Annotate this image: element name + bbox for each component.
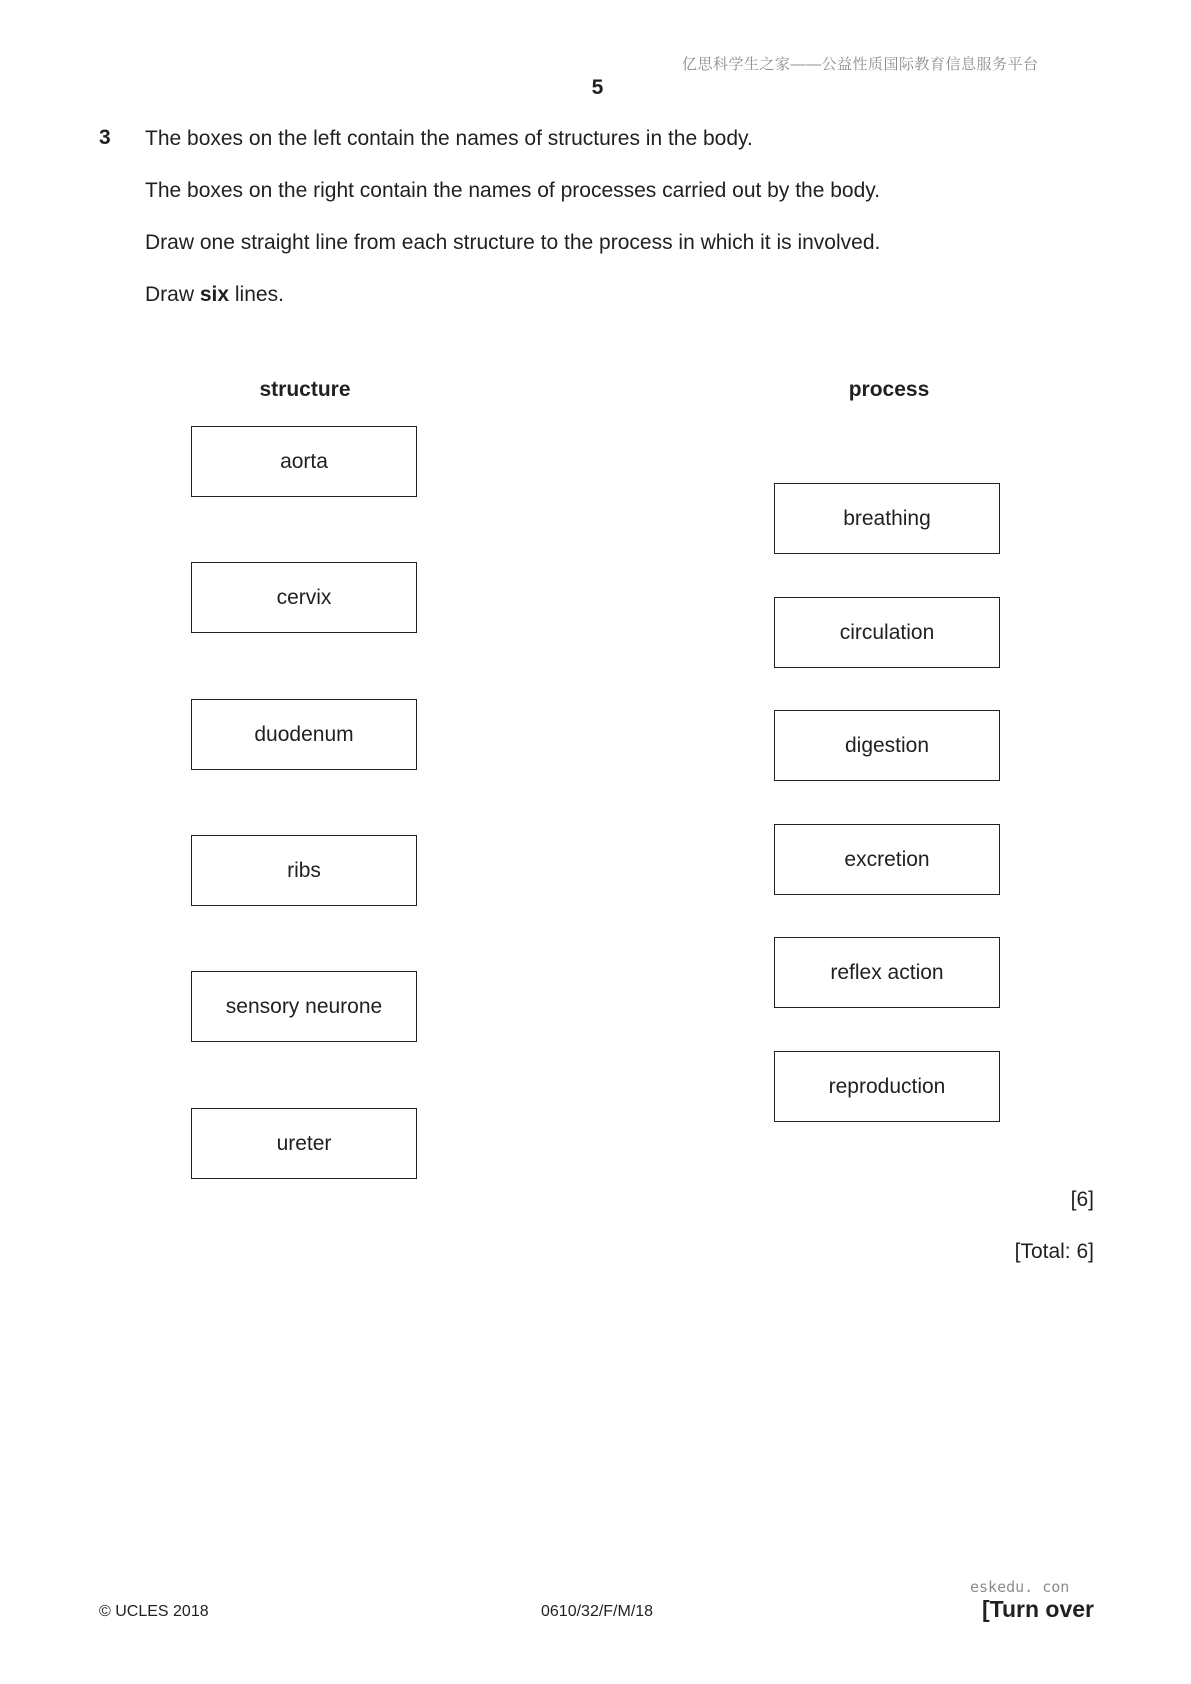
footer-watermark: eskedu. con bbox=[970, 1578, 1070, 1596]
page-number: 5 bbox=[591, 76, 604, 99]
header-watermark: 亿思科学生之家——公益性质国际教育信息服务平台 bbox=[682, 56, 1039, 73]
instruction-line-4-post: lines. bbox=[229, 283, 284, 306]
structure-box-sensory-neurone[interactable]: sensory neurone bbox=[191, 971, 417, 1042]
structure-box-ribs[interactable]: ribs bbox=[191, 835, 417, 906]
instruction-line-4-pre: Draw bbox=[145, 283, 200, 306]
paper-code: 0610/32/F/M/18 bbox=[541, 1603, 654, 1620]
turn-over: [Turn over bbox=[981, 1596, 1094, 1622]
instruction-line-2: The boxes on the right contain the names of processes carried out by the body. bbox=[145, 179, 881, 202]
process-box-excretion[interactable]: excretion bbox=[774, 824, 1000, 895]
process-box-digestion[interactable]: digestion bbox=[774, 710, 1000, 781]
structure-box-duodenum[interactable]: duodenum bbox=[191, 699, 417, 770]
process-box-breathing[interactable]: breathing bbox=[774, 483, 1000, 554]
process-box-circulation[interactable]: circulation bbox=[774, 597, 1000, 668]
instruction-line-1: The boxes on the left contain the names of structures in the body. bbox=[145, 127, 753, 150]
structure-heading: structure bbox=[259, 378, 351, 401]
instruction-line-4-bold: six bbox=[199, 283, 230, 306]
structure-box-cervix[interactable]: cervix bbox=[191, 562, 417, 633]
instruction-line-3: Draw one straight line from each structure to the process in which it is involved. bbox=[145, 231, 881, 254]
process-box-reproduction[interactable]: reproduction bbox=[774, 1051, 1000, 1122]
total-marks: [Total: 6] bbox=[1014, 1240, 1094, 1263]
structure-box-ureter[interactable]: ureter bbox=[191, 1108, 417, 1179]
part-marks: [6] bbox=[1070, 1188, 1094, 1211]
instruction-line-4 bbox=[145, 282, 284, 308]
structure-box-aorta[interactable]: aorta bbox=[191, 426, 417, 497]
process-heading: process bbox=[848, 378, 930, 401]
copyright: © UCLES 2018 bbox=[99, 1603, 209, 1620]
process-box-reflex-action[interactable]: reflex action bbox=[774, 937, 1000, 1008]
question-number: 3 bbox=[99, 126, 111, 149]
